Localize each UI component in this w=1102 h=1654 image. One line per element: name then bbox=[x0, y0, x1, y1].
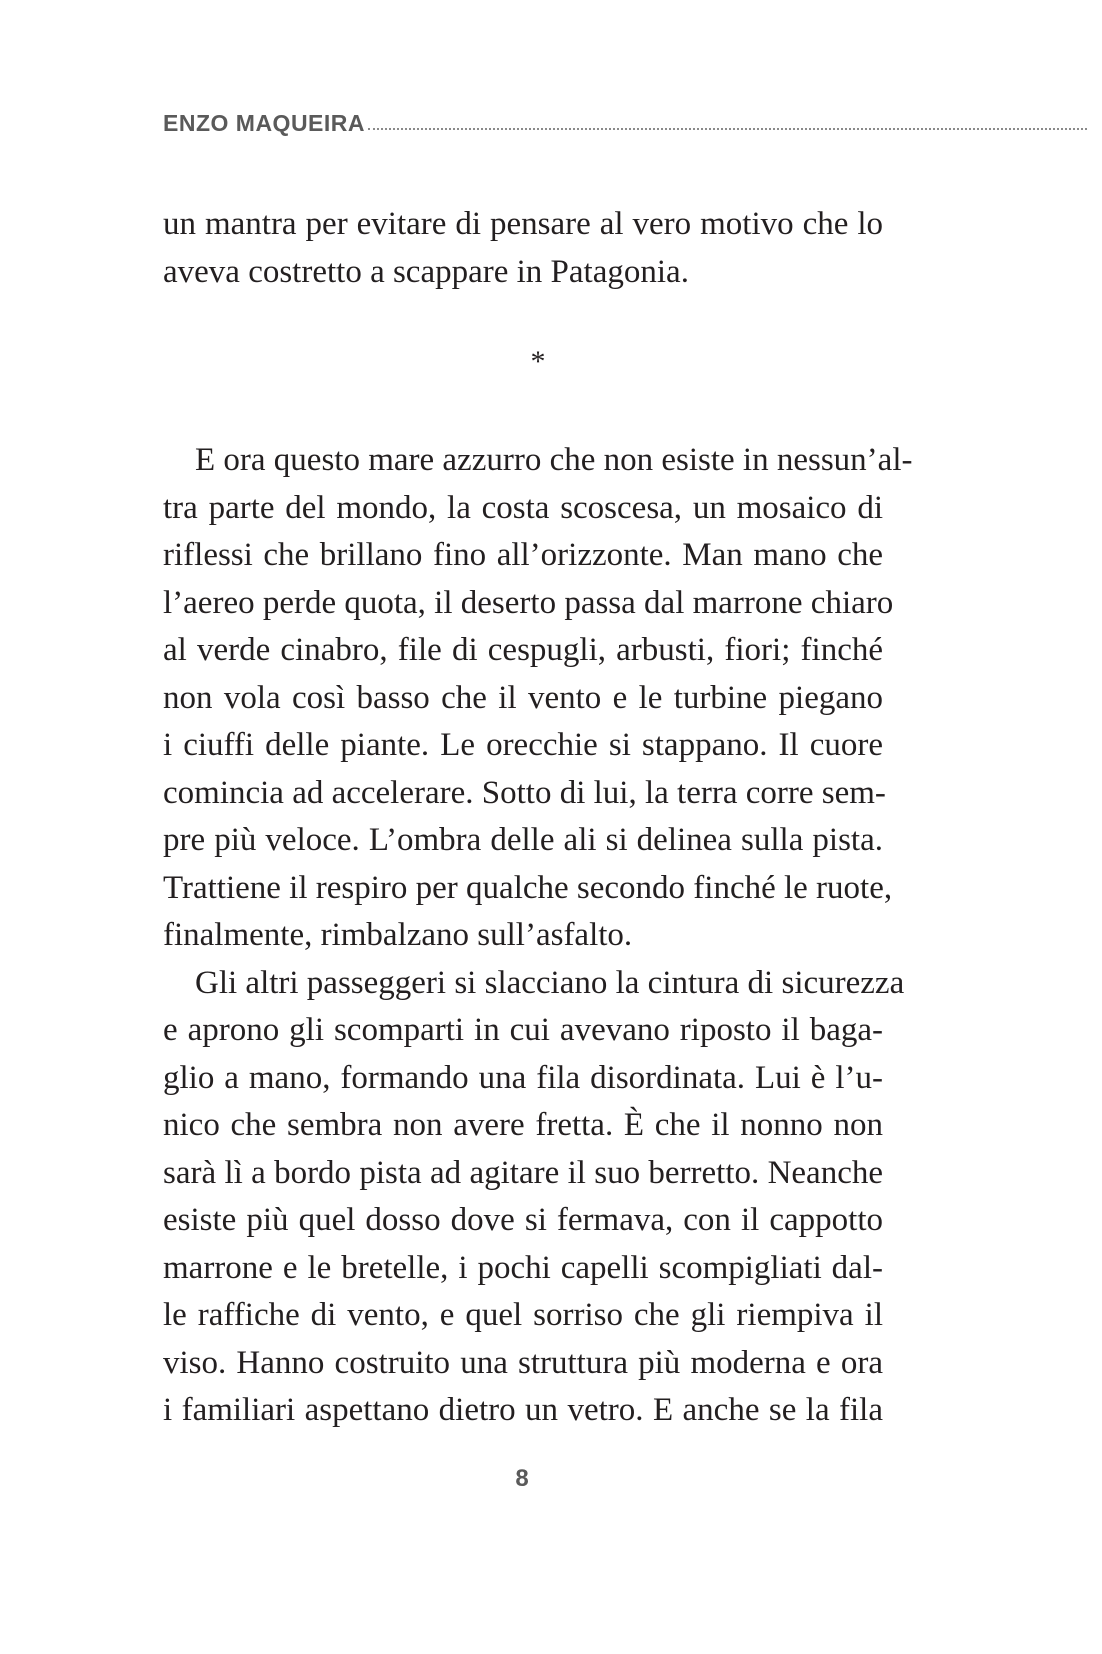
paragraph bbox=[163, 437, 913, 960]
paragraph-continued bbox=[163, 201, 883, 296]
text-line: esiste più quel dosso dove si fermava, con il cappotto bbox=[163, 1202, 883, 1238]
text-line: finalmente, rimbalzano sull’asfalto. bbox=[163, 917, 633, 953]
header-author: ENZO MAQUEIRA bbox=[163, 110, 365, 136]
header-dotted-leader bbox=[368, 128, 1087, 130]
paragraph bbox=[163, 960, 905, 1435]
text-line: sarà lì a bordo pista ad agitare il suo berretto. Neanche bbox=[163, 1154, 883, 1191]
text-line: Gli altri passeggeri si slacciano la cintura di sicurezza bbox=[195, 964, 905, 1001]
text-line: i familiari aspettano dietro un vetro. E anche se la fila bbox=[163, 1392, 883, 1428]
text-line: al verde cinabro, file di cespugli, arbusti, fiori; finché bbox=[163, 632, 883, 668]
text-line: pre più veloce. L’ombra delle ali si delinea sulla pista. bbox=[163, 822, 883, 858]
text-line: riflessi che brillano fino all’orizzonte. Man mano che bbox=[163, 537, 883, 573]
text-line: le raffiche di vento, e quel sorriso che gli riempiva il bbox=[163, 1297, 883, 1333]
text-line: e aprono gli scomparti in cui avevano riposto il baga- bbox=[163, 1012, 883, 1048]
main-text bbox=[163, 437, 913, 1435]
text-line: comincia ad accelerare. Sotto di lui, la terra corre sem- bbox=[163, 774, 886, 811]
text-line: Trattiene il respiro per qualche secondo finché le ruote, bbox=[163, 869, 893, 906]
text-line: i ciuffi delle piante. Le orecchie si stappano. Il cuore bbox=[163, 727, 883, 763]
section-break-asterisk: * bbox=[530, 345, 546, 378]
text-line: un mantra per evitare di pensare al vero motivo che lo bbox=[163, 206, 883, 242]
text-line: tra parte del mondo, la costa scoscesa, un mosaico di bbox=[163, 489, 883, 526]
text-line: aveva costretto a scappare in Patagonia. bbox=[163, 253, 689, 290]
text-line: non vola così basso che il vento e le turbine piegano bbox=[163, 679, 883, 716]
text-line: nico che sembra non avere fretta. È che il nonno non bbox=[163, 1107, 883, 1143]
page-number: 8 bbox=[515, 1465, 529, 1492]
text-line: l’aereo perde quota, il deserto passa dal marrone chiaro bbox=[163, 584, 894, 621]
text-line: glio a mano, formando una fila disordinata. Lui è l’u- bbox=[163, 1059, 883, 1096]
text-line: marrone e le bretelle, i pochi capelli scompigliati dal- bbox=[163, 1249, 883, 1286]
text-line: E ora questo mare azzurro che non esiste in nessun’al- bbox=[195, 442, 913, 478]
text-line: viso. Hanno costruito una struttura più moderna e ora bbox=[163, 1344, 883, 1381]
running-header bbox=[163, 110, 1087, 136]
